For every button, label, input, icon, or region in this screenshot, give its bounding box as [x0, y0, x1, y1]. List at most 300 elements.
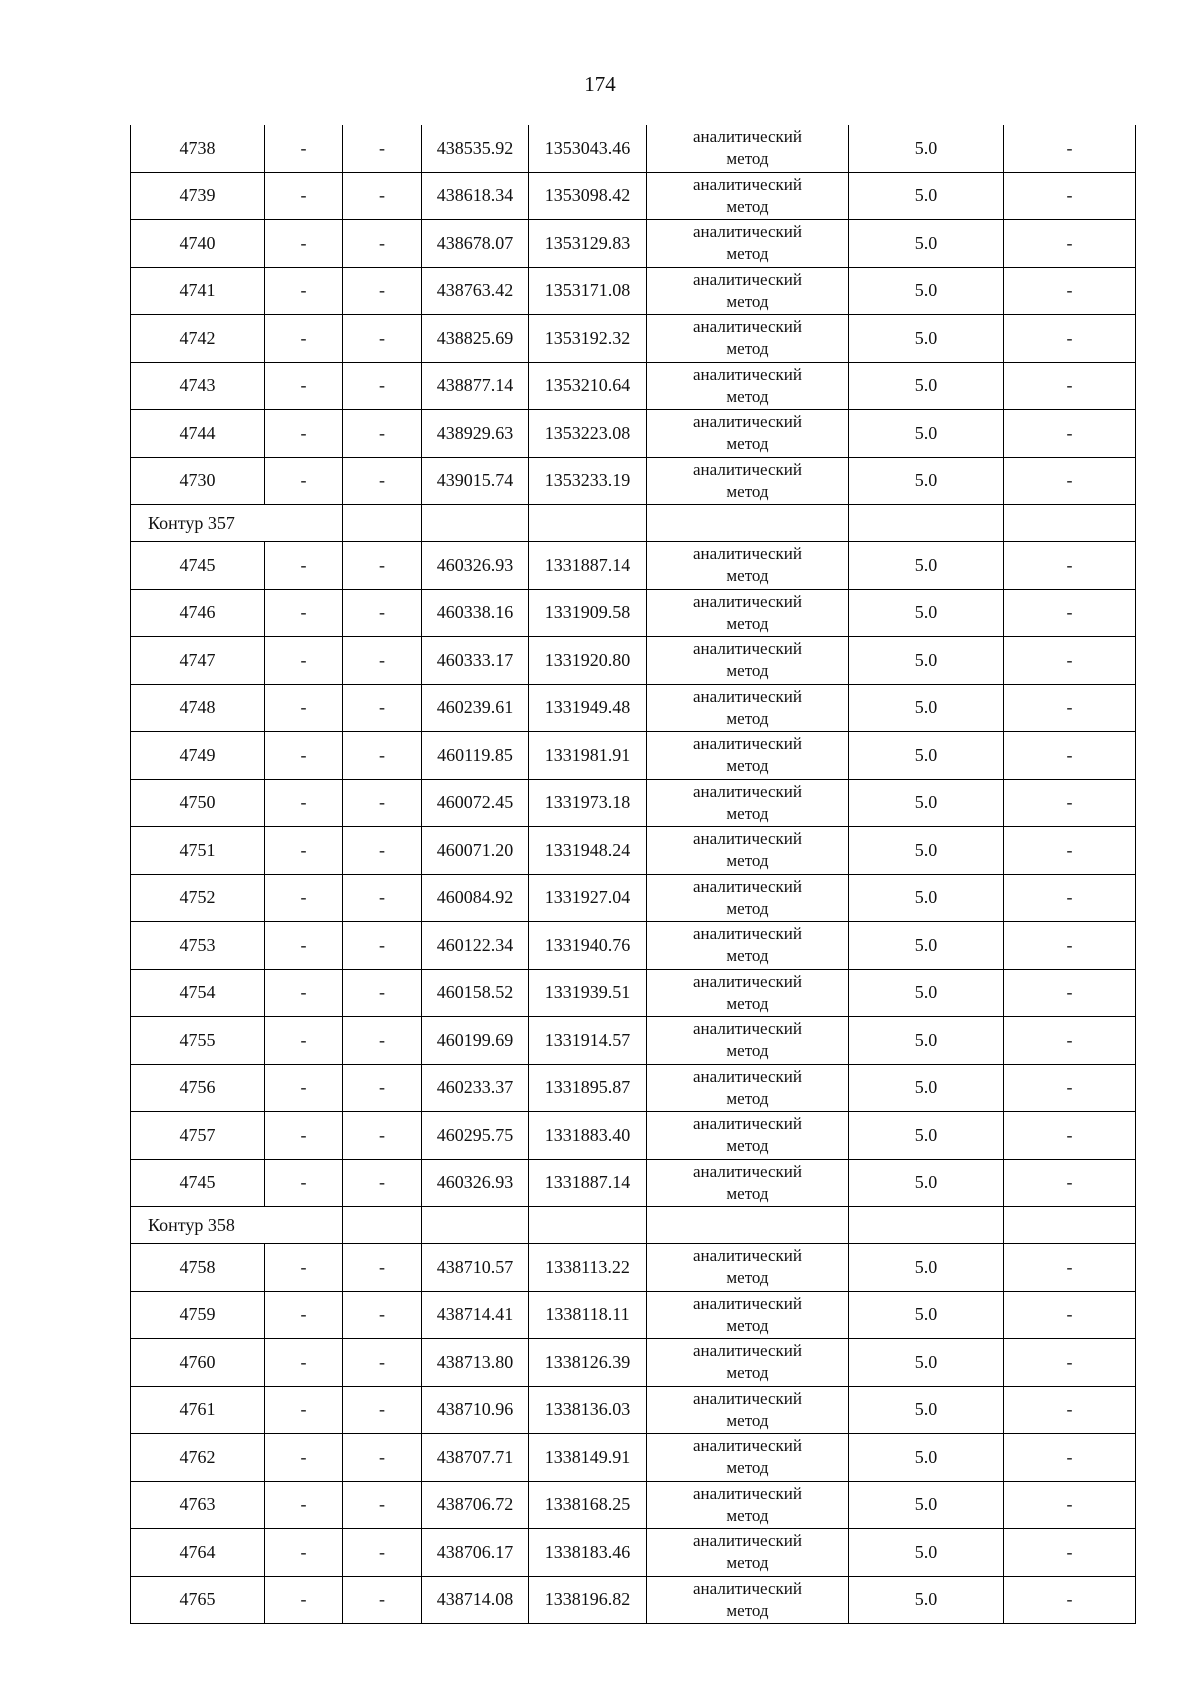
table-row	[131, 684, 1136, 732]
column-2-cell: -	[265, 1434, 343, 1482]
page-number: 174	[584, 72, 616, 96]
column-2-cell: -	[265, 1064, 343, 1112]
y-coordinate-cell: 1331981.91	[529, 732, 647, 780]
precision-cell: 5.0	[849, 779, 1004, 827]
table-row	[131, 779, 1136, 827]
column-3-cell: -	[343, 125, 422, 172]
method-text-line: метод	[726, 1410, 769, 1430]
column-2-cell: -	[265, 1529, 343, 1577]
method-cell	[647, 1291, 849, 1339]
last-column-cell: -	[1004, 1291, 1136, 1339]
y-coordinate-cell: 1331914.57	[529, 1017, 647, 1065]
point-number-cell: 4751	[131, 827, 265, 875]
last-column-cell: -	[1004, 1017, 1136, 1065]
method-cell	[647, 637, 849, 685]
last-column-cell: -	[1004, 1159, 1136, 1207]
x-coordinate-cell: 438825.69	[422, 315, 529, 363]
column-2-cell: -	[265, 172, 343, 220]
contour-empty-cell	[422, 505, 529, 542]
method-text-line: метод	[726, 1553, 769, 1573]
method-cell	[647, 1529, 849, 1577]
precision-cell: 5.0	[849, 637, 1004, 685]
method-text-line: метод	[726, 661, 769, 681]
point-number-cell: 4765	[131, 1576, 265, 1624]
x-coordinate-cell: 460338.16	[422, 589, 529, 637]
contour-empty-cell	[849, 1207, 1004, 1244]
last-column-cell: -	[1004, 362, 1136, 410]
last-column-cell: -	[1004, 542, 1136, 590]
column-2-cell: -	[265, 267, 343, 315]
point-number-cell: 4761	[131, 1386, 265, 1434]
precision-cell: 5.0	[849, 827, 1004, 875]
y-coordinate-cell: 1331949.48	[529, 684, 647, 732]
method-text-line: метод	[726, 1136, 769, 1156]
point-number-cell: 4746	[131, 589, 265, 637]
x-coordinate-cell: 460326.93	[422, 1159, 529, 1207]
method-cell	[647, 457, 849, 505]
x-coordinate-cell: 438713.80	[422, 1339, 529, 1387]
method-cell	[647, 267, 849, 315]
column-3-cell: -	[343, 1244, 422, 1292]
table-row	[131, 1112, 1136, 1160]
method-text-line: метод	[726, 196, 769, 216]
method-cell	[647, 684, 849, 732]
x-coordinate-cell: 438706.17	[422, 1529, 529, 1577]
method-text-line: аналитический	[693, 1341, 802, 1361]
y-coordinate-cell: 1331973.18	[529, 779, 647, 827]
column-3-cell: -	[343, 1017, 422, 1065]
x-coordinate-cell: 438710.57	[422, 1244, 529, 1292]
column-3-cell: -	[343, 589, 422, 637]
contour-empty-cell	[849, 505, 1004, 542]
column-2-cell: -	[265, 969, 343, 1017]
contour-empty-cell	[343, 1207, 422, 1244]
point-number-cell: 4745	[131, 1159, 265, 1207]
table-row	[131, 1017, 1136, 1065]
column-3-cell: -	[343, 969, 422, 1017]
precision-cell: 5.0	[849, 1159, 1004, 1207]
column-2-cell: -	[265, 457, 343, 505]
contour-empty-cell	[529, 1207, 647, 1244]
method-text-line: аналитический	[693, 829, 802, 849]
column-3-cell: -	[343, 362, 422, 410]
precision-cell: 5.0	[849, 410, 1004, 458]
precision-cell: 5.0	[849, 1112, 1004, 1160]
method-text-line: метод	[726, 244, 769, 264]
y-coordinate-cell: 1331920.80	[529, 637, 647, 685]
method-cell	[647, 410, 849, 458]
x-coordinate-cell: 438678.07	[422, 220, 529, 268]
x-coordinate-cell: 438714.41	[422, 1291, 529, 1339]
last-column-cell: -	[1004, 732, 1136, 780]
x-coordinate-cell: 438714.08	[422, 1576, 529, 1624]
last-column-cell: -	[1004, 172, 1136, 220]
precision-cell: 5.0	[849, 1017, 1004, 1065]
x-coordinate-cell: 439015.74	[422, 457, 529, 505]
precision-cell: 5.0	[849, 457, 1004, 505]
column-2-cell: -	[265, 637, 343, 685]
precision-cell: 5.0	[849, 362, 1004, 410]
y-coordinate-cell: 1353171.08	[529, 267, 647, 315]
method-text-line: аналитический	[693, 639, 802, 659]
point-number-cell: 4738	[131, 125, 265, 172]
table-row	[131, 267, 1136, 315]
column-3-cell: -	[343, 732, 422, 780]
method-text-line: метод	[726, 566, 769, 586]
method-cell	[647, 1159, 849, 1207]
method-cell	[647, 1434, 849, 1482]
last-column-cell: -	[1004, 874, 1136, 922]
y-coordinate-cell: 1338118.11	[529, 1291, 647, 1339]
method-text-line: аналитический	[693, 174, 802, 194]
contour-empty-cell	[647, 1207, 849, 1244]
last-column-cell: -	[1004, 969, 1136, 1017]
method-text-line: аналитический	[693, 412, 802, 432]
precision-cell: 5.0	[849, 172, 1004, 220]
method-text-line: аналитический	[693, 222, 802, 242]
x-coordinate-cell: 460119.85	[422, 732, 529, 780]
column-3-cell: -	[343, 1291, 422, 1339]
point-number-cell: 4752	[131, 874, 265, 922]
column-3-cell: -	[343, 457, 422, 505]
column-3-cell: -	[343, 1386, 422, 1434]
column-3-cell: -	[343, 637, 422, 685]
table-row	[131, 220, 1136, 268]
table-row	[131, 1576, 1136, 1624]
last-column-cell: -	[1004, 1339, 1136, 1387]
column-2-cell: -	[265, 410, 343, 458]
last-column-cell: -	[1004, 1244, 1136, 1292]
y-coordinate-cell: 1331887.14	[529, 1159, 647, 1207]
contour-empty-cell	[647, 505, 849, 542]
method-text-line: метод	[726, 1183, 769, 1203]
method-text-line: аналитический	[693, 1483, 802, 1503]
method-cell	[647, 542, 849, 590]
last-column-cell: -	[1004, 1529, 1136, 1577]
method-cell	[647, 827, 849, 875]
method-text-line: метод	[726, 1600, 769, 1620]
y-coordinate-cell: 1338196.82	[529, 1576, 647, 1624]
x-coordinate-cell: 460233.37	[422, 1064, 529, 1112]
x-coordinate-cell: 460122.34	[422, 922, 529, 970]
column-2-cell: -	[265, 684, 343, 732]
method-text-line: аналитический	[693, 1293, 802, 1313]
method-text-line: метод	[726, 291, 769, 311]
table-row	[131, 315, 1136, 363]
method-text-line: метод	[726, 708, 769, 728]
x-coordinate-cell: 438618.34	[422, 172, 529, 220]
method-cell	[647, 969, 849, 1017]
method-cell	[647, 172, 849, 220]
table-row	[131, 1529, 1136, 1577]
column-3-cell: -	[343, 1576, 422, 1624]
table-row	[131, 1244, 1136, 1292]
precision-cell: 5.0	[849, 1434, 1004, 1482]
method-text-line: аналитический	[693, 1161, 802, 1181]
method-text-line: метод	[726, 1041, 769, 1061]
method-text-line: метод	[726, 339, 769, 359]
column-3-cell: -	[343, 315, 422, 363]
last-column-cell: -	[1004, 315, 1136, 363]
table-row	[131, 732, 1136, 780]
contour-header-row	[131, 505, 1136, 542]
column-2-cell: -	[265, 922, 343, 970]
coordinates-table	[130, 125, 1136, 1624]
column-2-cell: -	[265, 589, 343, 637]
method-cell	[647, 779, 849, 827]
table-row	[131, 1339, 1136, 1387]
method-cell	[647, 1064, 849, 1112]
column-3-cell: -	[343, 684, 422, 732]
method-cell	[647, 1244, 849, 1292]
y-coordinate-cell: 1338126.39	[529, 1339, 647, 1387]
precision-cell: 5.0	[849, 315, 1004, 363]
y-coordinate-cell: 1338113.22	[529, 1244, 647, 1292]
precision-cell: 5.0	[849, 267, 1004, 315]
precision-cell: 5.0	[849, 542, 1004, 590]
precision-cell: 5.0	[849, 1481, 1004, 1529]
table-row	[131, 874, 1136, 922]
contour-empty-cell	[422, 1207, 529, 1244]
method-cell	[647, 1112, 849, 1160]
last-column-cell: -	[1004, 1434, 1136, 1482]
column-2-cell: -	[265, 315, 343, 363]
y-coordinate-cell: 1338136.03	[529, 1386, 647, 1434]
last-column-cell: -	[1004, 267, 1136, 315]
y-coordinate-cell: 1331895.87	[529, 1064, 647, 1112]
point-number-cell: 4740	[131, 220, 265, 268]
method-cell	[647, 922, 849, 970]
column-3-cell: -	[343, 1112, 422, 1160]
method-text-line: метод	[726, 898, 769, 918]
column-3-cell: -	[343, 220, 422, 268]
method-cell	[647, 1017, 849, 1065]
table-row	[131, 922, 1136, 970]
precision-cell: 5.0	[849, 1244, 1004, 1292]
table-row	[131, 589, 1136, 637]
precision-cell: 5.0	[849, 969, 1004, 1017]
column-2-cell: -	[265, 827, 343, 875]
method-text-line: метод	[726, 1088, 769, 1108]
method-cell	[647, 315, 849, 363]
method-text-line: метод	[726, 386, 769, 406]
method-cell	[647, 1386, 849, 1434]
method-text-line: метод	[726, 1458, 769, 1478]
last-column-cell: -	[1004, 922, 1136, 970]
column-2-cell: -	[265, 220, 343, 268]
method-text-line: аналитический	[693, 781, 802, 801]
method-text-line: аналитический	[693, 1246, 802, 1266]
contour-empty-cell	[1004, 505, 1136, 542]
column-3-cell: -	[343, 827, 422, 875]
x-coordinate-cell: 460295.75	[422, 1112, 529, 1160]
method-text-line: аналитический	[693, 924, 802, 944]
table-row	[131, 410, 1136, 458]
point-number-cell: 4760	[131, 1339, 265, 1387]
method-text-line: метод	[726, 481, 769, 501]
method-text-line: аналитический	[693, 1388, 802, 1408]
x-coordinate-cell: 460072.45	[422, 779, 529, 827]
column-3-cell: -	[343, 410, 422, 458]
last-column-cell: -	[1004, 1481, 1136, 1529]
column-3-cell: -	[343, 779, 422, 827]
precision-cell: 5.0	[849, 1529, 1004, 1577]
column-3-cell: -	[343, 542, 422, 590]
column-3-cell: -	[343, 1481, 422, 1529]
x-coordinate-cell: 438535.92	[422, 125, 529, 172]
column-2-cell: -	[265, 1017, 343, 1065]
method-text-line: аналитический	[693, 1578, 802, 1598]
point-number-cell: 4757	[131, 1112, 265, 1160]
contour-label: Контур 357	[131, 505, 343, 542]
y-coordinate-cell: 1331940.76	[529, 922, 647, 970]
column-2-cell: -	[265, 362, 343, 410]
point-number-cell: 4753	[131, 922, 265, 970]
point-number-cell: 4758	[131, 1244, 265, 1292]
column-2-cell: -	[265, 1576, 343, 1624]
column-2-cell: -	[265, 125, 343, 172]
method-text-line: метод	[726, 613, 769, 633]
x-coordinate-cell: 438710.96	[422, 1386, 529, 1434]
precision-cell: 5.0	[849, 732, 1004, 780]
last-column-cell: -	[1004, 410, 1136, 458]
y-coordinate-cell: 1353129.83	[529, 220, 647, 268]
column-3-cell: -	[343, 1064, 422, 1112]
y-coordinate-cell: 1338168.25	[529, 1481, 647, 1529]
table-row	[131, 362, 1136, 410]
y-coordinate-cell: 1331883.40	[529, 1112, 647, 1160]
method-text-line: метод	[726, 993, 769, 1013]
x-coordinate-cell: 438929.63	[422, 410, 529, 458]
method-text-line: аналитический	[693, 317, 802, 337]
table-row	[131, 1064, 1136, 1112]
precision-cell: 5.0	[849, 589, 1004, 637]
method-text-line: аналитический	[693, 1531, 802, 1551]
point-number-cell: 4744	[131, 410, 265, 458]
method-text-line: метод	[726, 434, 769, 454]
y-coordinate-cell: 1331887.14	[529, 542, 647, 590]
point-number-cell: 4730	[131, 457, 265, 505]
y-coordinate-cell: 1331927.04	[529, 874, 647, 922]
table-body	[131, 125, 1136, 1624]
point-number-cell: 4750	[131, 779, 265, 827]
precision-cell: 5.0	[849, 1339, 1004, 1387]
method-text-line: метод	[726, 149, 769, 169]
precision-cell: 5.0	[849, 922, 1004, 970]
method-text-line: аналитический	[693, 686, 802, 706]
point-number-cell: 4764	[131, 1529, 265, 1577]
method-text-line: аналитический	[693, 1436, 802, 1456]
y-coordinate-cell: 1331909.58	[529, 589, 647, 637]
point-number-cell: 4745	[131, 542, 265, 590]
method-cell	[647, 589, 849, 637]
x-coordinate-cell: 460326.93	[422, 542, 529, 590]
last-column-cell: -	[1004, 779, 1136, 827]
method-text-line: метод	[726, 1363, 769, 1383]
x-coordinate-cell: 438707.71	[422, 1434, 529, 1482]
method-text-line: аналитический	[693, 1019, 802, 1039]
column-2-cell: -	[265, 1481, 343, 1529]
method-cell	[647, 1576, 849, 1624]
y-coordinate-cell: 1353210.64	[529, 362, 647, 410]
y-coordinate-cell: 1353223.08	[529, 410, 647, 458]
table-row	[131, 172, 1136, 220]
method-cell	[647, 362, 849, 410]
column-2-cell: -	[265, 1339, 343, 1387]
point-number-cell: 4742	[131, 315, 265, 363]
method-text-line: метод	[726, 756, 769, 776]
last-column-cell: -	[1004, 684, 1136, 732]
last-column-cell: -	[1004, 125, 1136, 172]
y-coordinate-cell: 1353192.32	[529, 315, 647, 363]
y-coordinate-cell: 1331939.51	[529, 969, 647, 1017]
point-number-cell: 4754	[131, 969, 265, 1017]
method-text-line: метод	[726, 946, 769, 966]
y-coordinate-cell: 1353233.19	[529, 457, 647, 505]
precision-cell: 5.0	[849, 1386, 1004, 1434]
method-cell	[647, 1481, 849, 1529]
x-coordinate-cell: 438706.72	[422, 1481, 529, 1529]
point-number-cell: 4747	[131, 637, 265, 685]
column-2-cell: -	[265, 1244, 343, 1292]
precision-cell: 5.0	[849, 684, 1004, 732]
last-column-cell: -	[1004, 1112, 1136, 1160]
contour-header-row	[131, 1207, 1136, 1244]
last-column-cell: -	[1004, 589, 1136, 637]
x-coordinate-cell: 460071.20	[422, 827, 529, 875]
method-cell	[647, 220, 849, 268]
table-row	[131, 125, 1136, 172]
contour-empty-cell	[1004, 1207, 1136, 1244]
method-cell	[647, 125, 849, 172]
column-3-cell: -	[343, 267, 422, 315]
last-column-cell: -	[1004, 1576, 1136, 1624]
x-coordinate-cell: 460199.69	[422, 1017, 529, 1065]
precision-cell: 5.0	[849, 1576, 1004, 1624]
last-column-cell: -	[1004, 220, 1136, 268]
x-coordinate-cell: 438763.42	[422, 267, 529, 315]
method-text-line: метод	[726, 803, 769, 823]
point-number-cell: 4756	[131, 1064, 265, 1112]
method-text-line: аналитический	[693, 544, 802, 564]
column-3-cell: -	[343, 874, 422, 922]
y-coordinate-cell: 1331948.24	[529, 827, 647, 875]
column-2-cell: -	[265, 1291, 343, 1339]
point-number-cell: 4749	[131, 732, 265, 780]
contour-label: Контур 358	[131, 1207, 343, 1244]
method-text-line: аналитический	[693, 364, 802, 384]
x-coordinate-cell: 460239.61	[422, 684, 529, 732]
x-coordinate-cell: 460333.17	[422, 637, 529, 685]
method-text-line: аналитический	[693, 971, 802, 991]
column-2-cell: -	[265, 1112, 343, 1160]
method-cell	[647, 874, 849, 922]
column-3-cell: -	[343, 922, 422, 970]
method-text-line: метод	[726, 1315, 769, 1335]
contour-empty-cell	[343, 505, 422, 542]
column-2-cell: -	[265, 732, 343, 780]
table-row	[131, 457, 1136, 505]
last-column-cell: -	[1004, 827, 1136, 875]
method-text-line: аналитический	[693, 269, 802, 289]
point-number-cell: 4748	[131, 684, 265, 732]
column-2-cell: -	[265, 1386, 343, 1434]
table-row	[131, 637, 1136, 685]
method-text-line: аналитический	[693, 876, 802, 896]
method-text-line: аналитический	[693, 591, 802, 611]
column-2-cell: -	[265, 779, 343, 827]
table-row	[131, 827, 1136, 875]
